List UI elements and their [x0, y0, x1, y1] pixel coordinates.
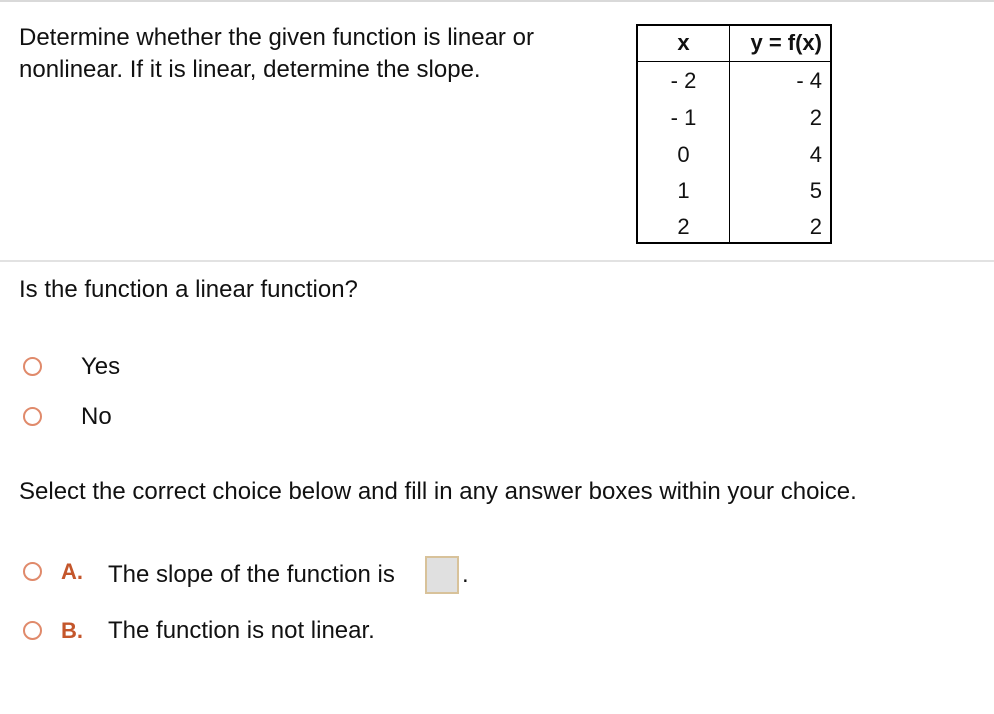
table-cell-x: 1	[677, 178, 690, 203]
choice-instruction: Select the correct choice below and fill in any answer boxes within your choice.	[19, 478, 857, 505]
choice-a-letter[interactable]: A.	[61, 559, 83, 584]
top-divider	[0, 0, 994, 2]
problem-prompt	[19, 22, 609, 86]
choice-b-radio[interactable]	[23, 621, 42, 640]
table-cell-y: 5	[809, 178, 822, 203]
section-divider	[0, 260, 994, 262]
table-cell-y: 2	[809, 214, 822, 239]
function-table	[636, 24, 832, 244]
choice-b-letter[interactable]: B.	[61, 618, 83, 643]
slope-answer-box[interactable]	[425, 556, 459, 594]
table-cell-y: 2	[809, 105, 822, 130]
table-cell-x: - 1	[670, 105, 697, 130]
yes-label[interactable]: Yes	[81, 353, 121, 380]
table-header-divider	[638, 61, 830, 62]
prompt-line-1: Determine whether the given function is linear or	[19, 24, 534, 51]
table-cell-x: - 2	[670, 68, 697, 93]
no-label[interactable]: No	[81, 403, 112, 430]
table-header-y: y = f(x)	[750, 30, 822, 55]
no-radio[interactable]	[23, 407, 42, 426]
linear-question: Is the function a linear function?	[19, 276, 358, 303]
table-cell-x: 2	[677, 214, 690, 239]
table-column-divider	[729, 26, 730, 242]
choice-a-text[interactable]: The slope of the function is	[108, 561, 395, 588]
choice-a-radio[interactable]	[23, 562, 42, 581]
table-cell-x: 0	[677, 142, 690, 167]
yes-radio[interactable]	[23, 357, 42, 376]
table-cell-y: 4	[809, 142, 822, 167]
table-header-x: x	[677, 30, 690, 55]
choice-b-text[interactable]: The function is not linear.	[108, 617, 375, 644]
table-cell-y: - 4	[796, 68, 822, 93]
choice-a-period: .	[462, 561, 469, 588]
prompt-line-2: nonlinear. If it is linear, determine the slope.	[19, 56, 481, 83]
